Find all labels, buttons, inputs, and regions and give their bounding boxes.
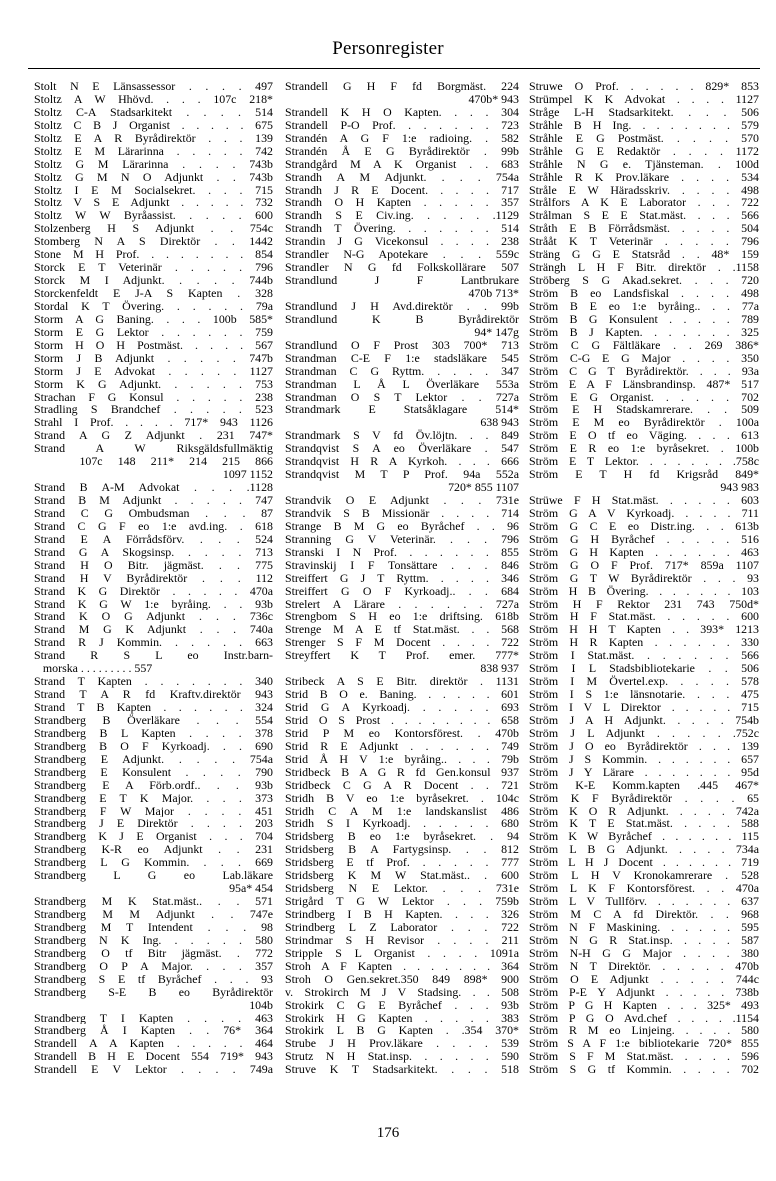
register-entry: Stråhle G E Redaktör . . . . 1172 <box>529 144 759 158</box>
register-entry: Strindmar S H Revisor . . . . 211 <box>285 933 519 947</box>
register-entry: v. Strokirch M J V Stadsing. . . 508 <box>285 985 519 999</box>
register-entry: Strand T Kapten . . . . . . . 340 <box>34 675 273 689</box>
register-entry: Strokirk H G Kapten . . . . . 383 <box>285 1011 519 1025</box>
register-entry: Strandberg L G eo Lab.läkare <box>34 869 273 883</box>
register-entry: Stråhle E G Postmäst. . . . . 570 <box>529 131 759 145</box>
register-entry: Stoltz G M N O Adjunkt . . 743b <box>34 170 273 184</box>
register-entry: Strandell K H O Kapten. . . . 304 <box>285 105 519 119</box>
register-entry: Streiffert G J T Ryttm. . . . . 346 <box>285 571 519 585</box>
register-entry: Strandberg O P A Major. . . . 357 <box>34 959 273 973</box>
register-entry: Strandberg T I Kapten . . . . 463 <box>34 1011 273 1025</box>
register-entry: Ström E M eo Byrådirektör . 100a <box>529 416 759 430</box>
register-entry: Ström H F Stat.mäst. . . . . . 600 <box>529 610 759 624</box>
register-entry: Strandler N G fd Folkskollärare 507 <box>285 261 519 275</box>
register-entry: Strandberg B Överläkare . . . 554 <box>34 713 273 727</box>
register-entry: Ström H B Övering. . . . . . . 103 <box>529 584 759 598</box>
register-entry: Ström E T Lektor. . . . . . . .758c <box>529 455 759 469</box>
register-entry: Stordal K T Övering. . . . . . 79a <box>34 299 273 313</box>
register-entry: Stoltz A W Hhövd. . . . 107c 218* <box>34 92 273 106</box>
register-entry: Ström K T E Stat.mäst. . . . . 588 <box>529 817 759 831</box>
register-entry: Strandmark S V fd Öv.löjtn. . . 849 <box>285 429 519 443</box>
register-entry: Ström H F Rektor 231 743 750d* <box>529 597 759 611</box>
register-entry: Strahl I Prof. . . . . 717* 943 1126 <box>34 416 273 430</box>
register-entry: 943 983 <box>720 481 759 494</box>
register-entry: 470b 713* <box>468 287 519 300</box>
register-entry: Strenger S F M Docent . . . . 722 <box>285 636 519 650</box>
register-entry: Strand C G Ombudsman . . . 87 <box>34 506 273 520</box>
register-entry: Strandvik O E Adjunkt . . . 731e <box>285 494 519 507</box>
register-entry: Stoltz E M Lärarinna . . . . . 742 <box>34 144 273 158</box>
register-entry: Stråth E B Förrådsmäst. . . . . 504 <box>529 222 759 236</box>
register-entry: Storck E T Veterinär . . . . . 796 <box>34 261 273 275</box>
register-entry: Stridh S I Kyrkoadj. . . . . . 680 <box>285 817 519 831</box>
register-entry: Ström J L Adjunkt . . . . . .752c <box>529 726 759 740</box>
register-entry: Ström E A F Länsbrandinsp. 487* 517 <box>529 377 759 391</box>
register-entry: Strandberg L G Kommin. . . . 669 <box>34 856 273 870</box>
register-entry: Strand E A Förrådsförv. . . . 524 <box>34 532 273 546</box>
register-entry: Strandberg B O F Kyrkoadj. . . 690 <box>34 739 273 753</box>
register-entry: Strandberg Å I Kapten . . 76* 364 <box>34 1024 273 1038</box>
register-entry: Strindberg L Z Laborator . . . 722 <box>285 920 519 934</box>
register-entry: Strandell G H F fd Borgmäst. 224 <box>285 80 519 93</box>
register-entry: Ström J S Kommin. . . . . . . 657 <box>529 752 759 766</box>
register-entry: Storm H O H Postmäst. . . . . 567 <box>34 338 273 352</box>
register-entry: Ström B J Kapten. . . . . . . 325 <box>529 325 759 339</box>
register-entry: Strenge M A E tf Stat.mäst. . . 568 <box>285 623 519 637</box>
register-entry: Ström K O R Adjunkt. . . . . 742a <box>529 804 759 818</box>
register-entry: Strandh O H Kapten . . . . . 357 <box>285 196 519 210</box>
register-entry: Storm A G Baning. . . . 100b 585* <box>34 312 273 326</box>
register-entry: Strandmark E Statsåklagare 514* <box>285 403 519 417</box>
register-entry: Ström I Stat.mäst. . . . . . . 566 <box>529 649 759 663</box>
register-entry: Ström P-E Y Adjunkt . . . . . 738b <box>529 985 759 999</box>
register-entry: Strand B A-M Advokat . . . .1128 <box>34 481 273 494</box>
register-entry: Strandlund O F Prost 303 700* 713 <box>285 338 519 352</box>
register-entry: Storm E G Lektor . . . . . . 759 <box>34 325 273 339</box>
register-entry: Ström C-G E G Major . . . . 350 <box>529 351 759 365</box>
register-entry: Strandberg M T Intendent . . . 98 <box>34 920 273 934</box>
register-entry: Stridbeck C G A R Docent . . 721 <box>285 778 519 792</box>
register-entry: Ström C G Fältläkare . . 269 386* <box>529 338 759 352</box>
register-entry: Ström I M Övertel.exp. . . . . 578 <box>529 675 759 689</box>
register-entry: Ström G T W Byrådirektör . . . 93 <box>529 571 759 585</box>
register-entry: Strid P M eo Kontorsförest. . 470b <box>285 726 519 740</box>
register-entry: Strandberg S-E B eo Byrådirektör <box>34 985 273 999</box>
register-entry: Strandell B H E Docent 554 719* 943 <box>34 1050 273 1064</box>
register-entry: Stråhle R K Prov.läkare . . . . 534 <box>529 170 759 184</box>
register-entry: Strid Å H V 1:e byråing.. . . . 79b <box>285 752 519 766</box>
register-entry: Strandgård M A K Organist . . 683 <box>285 157 519 171</box>
register-entry: Strid B O e. Baning. . . . . . 601 <box>285 688 519 701</box>
register-entry: Strandberg O tf Bitr jägmäst. . 772 <box>34 946 273 960</box>
register-entry: Strandqvist H R A Kyrkoh. . . . 666 <box>285 455 519 469</box>
register-entry: Strelert A Lärare . . . . . . 727a <box>285 597 519 611</box>
register-entry: Ström H H T Kapten . . 393* 1213 <box>529 623 759 637</box>
page-number: 176 <box>376 1125 400 1141</box>
register-entry: Ströberg S G Akad.sekret. . . . 720 <box>529 274 759 287</box>
register-entry: Stridsberg K M W Stat.mäst.. . 600 <box>285 869 519 883</box>
register-entry: Storck M I Adjunkt. . . . . 744b <box>34 274 273 287</box>
register-entry: Strandberg S E tf Byråchef . . . 93 <box>34 972 273 986</box>
register-entry: Strand A G Z Adjunkt . 231 747* <box>34 429 273 443</box>
register-entry: Storm J E Advokat . . . . . 1127 <box>34 364 273 378</box>
register-entry: Strand B M Adjunkt . . . . . 747 <box>34 494 273 507</box>
register-entry: Ström E O tf eo Väging. . . . 613 <box>529 429 759 443</box>
register-entry: Strandberg F W Major . . . . 451 <box>34 804 273 818</box>
register-entry: Ström E R eo 1:e byråsekret. . 100b <box>529 442 759 456</box>
register-entry: Stoltz G M Lärarinna . . . . 743b <box>34 157 273 171</box>
register-entry: Strand R S L eo Instr.barn- <box>34 649 273 663</box>
register-entry: Strandqvist S A eo Överläkare . 547 <box>285 442 519 456</box>
page-title: Personregister <box>332 38 444 59</box>
register-entry: Strandberg K-R eo Adjunkt . . 231 <box>34 843 273 857</box>
register-entry: Strachan F G Konsul . . . . . 238 <box>34 390 273 404</box>
register-entry: Strand T B Kapten . . . . . . 324 <box>34 701 273 714</box>
register-entry: Ström I V L Direktor . . . . . 715 <box>529 701 759 714</box>
register-entry: Ström L B G Adjunkt. . . . . 734a <box>529 843 759 857</box>
register-entry: Strandell A A Kapten . . . . . 464 <box>34 1037 273 1051</box>
register-entry: 94* 147g <box>474 325 519 339</box>
register-entry: Strengbom S H eo 1:e driftsing. 618b <box>285 610 519 624</box>
register-entry: Strand K G Direktör . . . . . 470a <box>34 584 273 598</box>
register-entry: Strandh S E Civ.ing. . . . . .1129 <box>285 209 519 223</box>
register-entry: Ström G H Kapten . . . . . . 463 <box>529 545 759 559</box>
register-entry: Strand K G W 1:e byråing. . . 93b <box>34 597 273 611</box>
register-entry: Ström J Y Lärare . . . . . . . 95d <box>529 765 759 779</box>
register-entry: Strandman C G Ryttm. . . . . 347 <box>285 364 519 378</box>
register-entry: Ström H R Kapten . . . . . . 330 <box>529 636 759 650</box>
register-entry: Strandqvist M T P Prof. 94a 552a <box>285 468 519 482</box>
register-entry: Strand T A R fd Kraftv.direktör 943 <box>34 688 273 701</box>
register-entry: Ström R M eo Linjeing. . . . . 580 <box>529 1024 759 1038</box>
register-entry: Ström E T H fd Krigsråd 849* <box>529 468 759 482</box>
register-entry: Strand G A Skogsinsp. . . . . 713 <box>34 545 273 559</box>
register-entry: Ström P G H Kapten . . . 325* 493 <box>529 998 759 1012</box>
register-entry: Strigård T G W Lektor . . . 759b <box>285 895 519 908</box>
register-entry: Strandler N-G Apotekare . . . 559c <box>285 248 519 262</box>
register-entry: Strandberg E T K Major. . . . 373 <box>34 791 273 805</box>
register-entry: Ström L V Tullförv. . . . . . . 637 <box>529 895 759 908</box>
register-entry: Stråhle B H Ing. . . . . . . . 579 <box>529 118 759 132</box>
register-entry: Strandén A G F 1:e radioing. . 582 <box>285 131 519 145</box>
register-entry: Struve K T Stadsarkitekt. . . . 518 <box>285 1063 519 1077</box>
register-entry: Strümpel K K Advokat . . . . 1127 <box>529 92 759 106</box>
register-entry: Stone M H Prof. . . . . . . . 854 <box>34 248 273 262</box>
register-entry: Ström S A F 1:e bibliotekarie 720* 855 <box>529 1037 759 1051</box>
register-entry: 104b <box>249 998 273 1012</box>
register-entry: Strandberg E Konsulent . . . . 790 <box>34 765 273 779</box>
register-entry: Ström N F Maskining. . . . . . 595 <box>529 920 759 934</box>
register-entry: Strand R J Kommin. . . . . . 663 <box>34 636 273 650</box>
register-entry: Ström K F Byrådirektör . . . . 65 <box>529 791 759 805</box>
register-entry: Stridh B V eo 1:e byråsekret. . 104c <box>285 791 519 805</box>
register-entry: Stranning G V Veterinär. . . . 796 <box>285 532 519 546</box>
register-entry: Strindberg I B H Kapten. . . . 326 <box>285 908 519 921</box>
register-entry: Strandén Å E G Byrådirektör . 99b <box>285 144 519 158</box>
register-entry: Stranski I N Prof. . . . . . . 855 <box>285 545 519 559</box>
register-entry: Strååt K T Veterinär . . . . . 796 <box>529 235 759 249</box>
register-entry: Strand H V Byrådirektör . . . 112 <box>34 571 273 585</box>
register-entry: Stråhle N G e. Tjänsteman. . 100d <box>529 157 759 171</box>
register-entry: Stridsberg N E Lektor. . . . 731e <box>285 882 519 896</box>
register-entry: Strålfors A K E Laborator . . . 722 <box>529 196 759 210</box>
register-entry: Strand K O G Adjunkt . . . 736c <box>34 610 273 624</box>
register-entry: Strand C G F eo 1:e avd.ing. . 618 <box>34 519 273 533</box>
register-entry: Stoltz C-A Stadsarkitekt . . . . 514 <box>34 105 273 119</box>
register-entry: Stroh A F Kapten . . . . . . . 364 <box>285 959 519 973</box>
register-entry: Ström E H Stadskamrerare. . . 509 <box>529 403 759 417</box>
register-entry: Ström G C E eo Distr.ing. . . 613b <box>529 519 759 533</box>
register-entry: 107c 148 211* 214 215 866 <box>34 455 273 469</box>
register-entry: Stridsberg E tf Prof. . . . . . 777 <box>285 856 519 870</box>
register-entry: Strängh L H F Bitr. direktör . .1158 <box>529 261 759 275</box>
register-entry: 1097 1152 <box>222 468 273 482</box>
register-entry: Ström O E Adjunkt . . . . . 744c <box>529 972 759 986</box>
register-entry: Strandman L Å L Överläkare 553a <box>285 377 519 391</box>
register-entry: Ström N-H G G Major . . . . 380 <box>529 946 759 960</box>
register-entry: Strandh J R E Docent. . . . . 717 <box>285 183 519 197</box>
register-entry: Strandman C-E F 1:e stadsläkare 545 <box>285 351 519 365</box>
register-entry: Ström G A V Kyrkoadj. . . . . 711 <box>529 506 759 520</box>
register-entry: Ström B G Konsulent . . . . . 789 <box>529 312 759 326</box>
register-entry: Storm J B Adjunkt . . . . . 747b <box>34 351 273 365</box>
register-entry: Strandell P-O Prof. . . . . . . 723 <box>285 118 519 132</box>
register-entry: Stridsberg B A Fartygsinsp. . . 812 <box>285 843 519 857</box>
register-entry: Strandman O S T Lektor . . 727a <box>285 390 519 404</box>
register-column-3 <box>529 80 759 1076</box>
register-entry: Ström G O F Prof. 717* 859a 1107 <box>529 558 759 572</box>
register-entry: Strüwe F H Stat.mäst. . . . . . 603 <box>529 494 759 507</box>
register-entry: Streiffert G O F Kyrkoadj.. . . 684 <box>285 584 519 598</box>
register-entry: Ström N G R Stat.insp. . . . . 587 <box>529 933 759 947</box>
register-entry: Ström J O eo Byrådirektör . . . 139 <box>529 739 759 753</box>
register-entry: Strålman S E E Stat.mäst. . . . 566 <box>529 209 759 223</box>
register-entry: Stolt N E Länsassessor . . . . 497 <box>34 80 273 93</box>
register-entry: Stripple S L Organist . . . . 1091a <box>285 946 519 960</box>
register-entry: Strid G A Kyrkoadj. . . . . . 693 <box>285 701 519 714</box>
register-entry: Strandberg E Adjunkt. . . . . 754a <box>34 752 273 766</box>
register-entry: Ström G H Byråchef . . . . . 516 <box>529 532 759 546</box>
register-entry: 638 943 <box>480 416 519 430</box>
register-entry: Struwe O Prof. . . . . . 829* 853 <box>529 80 759 93</box>
register-entry: Stridbeck B A G R fd Gen.konsul 937 <box>285 765 519 779</box>
register-entry: Strand A W Riksgäldsfullmäktig <box>34 442 273 456</box>
register-entry: Strandlund J H Avd.direktör . . 99b <box>285 299 519 313</box>
register-entry: Ström L K F Kontorsförest. . . 470a <box>529 882 759 896</box>
register-entry: Strandvik S B Missionär . . . . 714 <box>285 506 519 520</box>
register-entry: Ström L H V Kronokamrerare . 528 <box>529 869 759 883</box>
register-entry: Strandberg K J E Organist . . . 704 <box>34 830 273 844</box>
register-entry: Ström S F M Stat.mäst. . . . . 596 <box>529 1050 759 1064</box>
register-entry: Ström E G Organist. . . . . . 702 <box>529 390 759 404</box>
register-entry: Strandh T Övering. . . . . . . 514 <box>285 222 519 236</box>
register-entry: 470b* 943 <box>468 92 519 106</box>
register-entry: Strandberg B L Kapten . . . . 378 <box>34 726 273 740</box>
register-entry: Strandell E V Lektor . . . . 749a <box>34 1063 273 1077</box>
register-entry: Stoltz W W Byråassist. . . . . 600 <box>34 209 273 223</box>
register-entry: Strokirk L B G Kapten . .354 370* <box>285 1024 519 1038</box>
register-entry: Ström I L Stadsbibliotekarie . . 506 <box>529 662 759 676</box>
register-entry: Ström L H J Docent . . . . . . 719 <box>529 856 759 870</box>
register-entry: Stravinskij I F Tonsättare . . . 846 <box>285 558 519 572</box>
register-entry: Ström J A H Adjunkt. . . . . 754b <box>529 713 759 727</box>
register-entry: Strandh A M Adjunkt. . . . 754a <box>285 170 519 184</box>
register-entry: Strange B M G eo Byråchef . . 96 <box>285 519 519 533</box>
register-entry: Streyffert K T Prof. emer. 777* <box>285 649 519 663</box>
header-rule <box>28 68 760 69</box>
register-entry: Ström N T Direktör. . . . . . 470b <box>529 959 759 973</box>
register-entry: Strandberg N K Ing. . . . . . 580 <box>34 933 273 947</box>
register-entry: Stridh C A M 1:e landskanslist 486 <box>285 804 519 818</box>
register-column-2 <box>285 80 519 1076</box>
register-entry: Ström P G O Avd.chef . . . . .1154 <box>529 1011 759 1025</box>
register-entry: Ström I S 1:e länsnotarie. . . . 475 <box>529 688 759 701</box>
register-entry: Strandlund J F Lantbrukare <box>285 274 519 287</box>
register-entry: 95a* 454 <box>229 882 273 896</box>
register-entry: Ström M C A fd Direktör. . . 968 <box>529 908 759 921</box>
register-entry: Stribeck A S E Bitr. direktör . 1131 <box>285 675 519 689</box>
register-entry: Strube J H Prov.läkare . . . . 539 <box>285 1037 519 1051</box>
register-entry: Strid O S Prost . . . . . . . . 658 <box>285 713 519 727</box>
register-entry: Strid R E Adjunkt . . . . . . 749 <box>285 739 519 753</box>
register-entry: Stoltz V S E Adjunkt . . . . . 732 <box>34 196 273 210</box>
register-entry: Strandberg M K Stat.mäst.. . . 571 <box>34 895 273 908</box>
register-entry: Strandberg J E Direktör . . . . 203 <box>34 817 273 831</box>
register-entry: Strandin J G Vicekonsul . . . . 238 <box>285 235 519 249</box>
register-entry: 838 937 <box>480 662 519 676</box>
register-entry: Strutz N H Stat.insp. . . . . . 590 <box>285 1050 519 1064</box>
register-entry: 720* 855 1107 <box>448 481 519 494</box>
register-entry: Ström K-E Komm.kapten .445 467* <box>529 778 759 792</box>
register-entry: Stråle E W Häradsskriv. . . . . 498 <box>529 183 759 197</box>
register-entry: Stoltz I E M Socialsekret. . . . 715 <box>34 183 273 197</box>
register-entry: Stråge L-H Stadsarkitekt. . . . 506 <box>529 105 759 119</box>
register-entry: Stomberg N A S Direktör . . 1442 <box>34 235 273 249</box>
register-entry: Stoltz C B J Organist . . . . . 675 <box>34 118 273 132</box>
register-entry: Strandberg E A Förb.ordf.. . . 93b <box>34 778 273 792</box>
register-entry: Stridsberg B eo 1:e byråsekret. . 94 <box>285 830 519 844</box>
register-entry: morska . . . . . . . . . 557 <box>34 662 153 676</box>
register-entry: Strokirk C G E Byråchef . . . 93b <box>285 998 519 1012</box>
register-entry: Strand M G K Adjunkt . . . 740a <box>34 623 273 637</box>
register-column-1 <box>34 80 273 1076</box>
register-entry: Ström S G tf Kommin. . . . . 702 <box>529 1063 759 1077</box>
register-entry: Ström K W Byråchef . . . . . . 115 <box>529 830 759 844</box>
register-entry: Stoltz E A R Byrådirektör . . . 139 <box>34 131 273 145</box>
register-entry: Stroh O Gen.sekret.350 849 898* 900 <box>285 972 519 986</box>
register-entry: Sträng G G E Statsråd . . 48* 159 <box>529 248 759 262</box>
register-entry: Ström C G T Byrådirektör. . . . 93a <box>529 364 759 378</box>
register-entry: Strandberg M M Adjunkt . . 747e <box>34 908 273 921</box>
register-entry: Strand H O Bitr. jägmäst. . . 775 <box>34 558 273 572</box>
register-entry: Ström B eo Landsfiskal . . . . 498 <box>529 287 759 300</box>
register-entry: Stradling S Brandchef . . . . . 523 <box>34 403 273 417</box>
register-entry: Ström B E eo 1:e byråing.. . . 77a <box>529 299 759 313</box>
register-entry: Storm K G Adjunkt. . . . . . 753 <box>34 377 273 391</box>
register-entry: Storckenfeldt E J-A S Kapten . 328 <box>34 287 273 300</box>
register-entry: Strandlund K B Byrådirektör <box>285 312 519 326</box>
register-entry: Stolzenberg H S Adjunkt . . 754c <box>34 222 273 236</box>
